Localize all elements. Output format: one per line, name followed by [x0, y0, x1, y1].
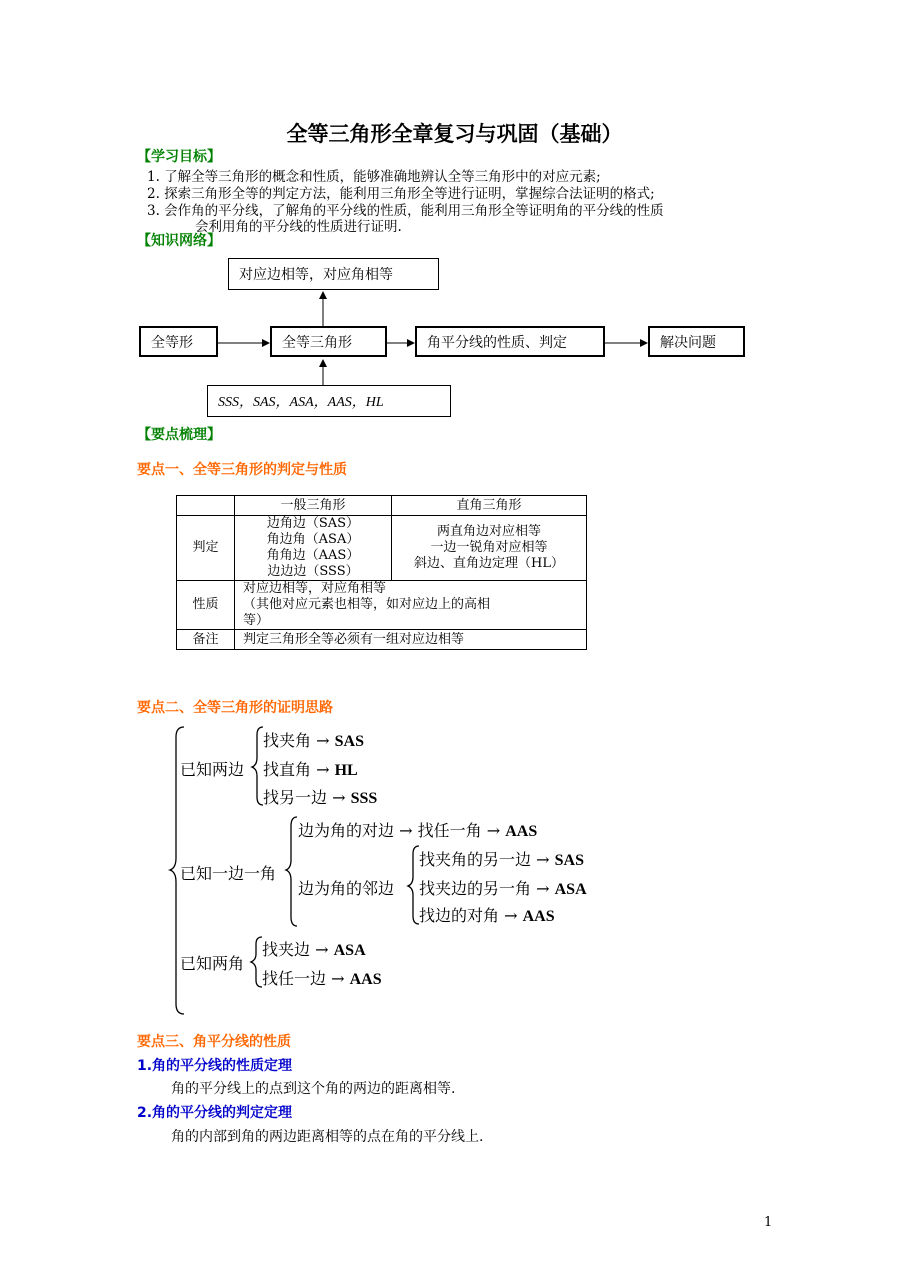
page-number: 1: [764, 1215, 773, 1230]
logic-aas: AAS: [522, 908, 555, 925]
logic-ts1: 找夹角: [263, 731, 312, 750]
point2-heading: 要点二、全等三角形的证明思路: [137, 700, 333, 716]
criterion-asa: 角边角（ASA）: [266, 532, 360, 547]
goal-item-2: 2. 探索三角形全等的判定方法，能利用三角形全等进行证明，掌握综合法证明的格式;: [147, 186, 655, 202]
point1-heading: 要点一、全等三角形的判定与性质: [137, 462, 347, 478]
brace-two-sides: [252, 727, 263, 805]
logic-two-angles: 已知两角: [180, 954, 245, 973]
arrow-icon: →: [331, 969, 345, 988]
node-angle-bisector: 角平分线的性质、判定: [415, 326, 605, 357]
logic-sas: SAS: [554, 852, 584, 869]
logic-hl: HL: [334, 762, 358, 779]
arrow-icon: →: [504, 906, 518, 925]
logic-sa1b: 找任一角: [417, 821, 482, 840]
criterion-sas: 边角边（SAS）: [266, 516, 360, 531]
logic-ts2-row: [263, 757, 358, 780]
arrow-icon: →: [316, 731, 330, 750]
logic-asa: ASA: [333, 942, 366, 959]
arrow-icon: →: [315, 940, 329, 959]
logic-asa: ASA: [554, 881, 587, 898]
logic-sa2a: 找夹角的另一边: [419, 850, 532, 869]
logic-one-side-angle: 已知一边一角: [180, 864, 277, 883]
property-line-2: （其他对应元素也相等，如对应边上的高相: [243, 597, 491, 612]
logic-two-sides: 已知两边: [180, 760, 245, 779]
logic-sa1-row: [298, 818, 537, 841]
sub2-heading: 2.角的平分线的判定定理: [137, 1105, 293, 1121]
brace-adjacent: [408, 846, 419, 924]
goal-item-3: 3. 会作角的平分线，了解角的平分线的性质，能利用三角形全等证明角的平分线的性质: [147, 203, 664, 219]
logic-sas: SAS: [334, 733, 364, 750]
criterion-legs: 两直角边对应相等: [436, 524, 541, 539]
logic-aas: AAS: [505, 823, 538, 840]
table-row-label-remark: 备注: [177, 630, 235, 650]
point3-heading: 要点三、角平分线的性质: [137, 1034, 291, 1050]
logic-ta1-row: [262, 937, 366, 960]
logic-sa1: 边为角的对边: [298, 821, 395, 840]
logic-sa2c: 找边的对角: [419, 906, 500, 925]
logic-ta2: 找任一边: [262, 969, 327, 988]
criterion-aas: 角角边（AAS）: [266, 548, 360, 563]
table-cell-remark: 判定三角形全等必须有一组对应边相等: [235, 630, 587, 650]
logic-ta1: 找夹边: [262, 940, 311, 959]
logic-sa2c-row: [419, 903, 555, 926]
table-header-right: 直角三角形: [392, 496, 587, 516]
arrow-icon: →: [316, 760, 330, 779]
logic-sa2b: 找夹边的另一角: [419, 879, 532, 898]
criterion-side-angle: 一边一锐角对应相等: [430, 540, 548, 555]
criterion-sss: 边边边（SSS）: [267, 564, 359, 579]
sub1-heading: 1.角的平分线的性质定理: [137, 1058, 293, 1074]
goals-heading: 【学习目标】: [137, 149, 221, 165]
property-line-1: 对应边相等，对应角相等: [243, 581, 387, 596]
page-title: 全等三角形全章复习与巩固（基础）: [286, 122, 623, 146]
arrow-icon: →: [536, 879, 550, 898]
brace-one-side-angle: [286, 817, 297, 926]
property-line-3: 等）: [243, 613, 270, 628]
brace-two-angles: [251, 937, 262, 987]
node-criteria: SSS，SAS，ASA，AAS，HL: [207, 385, 451, 417]
logic-ts3-row: [263, 785, 377, 808]
arrow-icon: →: [332, 788, 346, 807]
logic-ta2-row: [262, 966, 382, 989]
node-solve-problems: 解决问题: [648, 326, 745, 357]
logic-aas: AAS: [349, 971, 382, 988]
goal-item-1: 1. 了解全等三角形的概念和性质，能够准确地辨认全等三角形中的对应元素;: [147, 169, 601, 185]
goal-item-3-cont: 会利用角的平分线的性质进行证明.: [195, 219, 402, 235]
logic-sa2: 边为角的邻边: [298, 879, 395, 898]
arrow-icon: →: [536, 850, 550, 869]
network-heading: 【知识网络】: [137, 233, 221, 249]
node-congruent-figures: 全等形: [139, 326, 218, 357]
criterion-hl: 斜边、直角边定理（HL）: [414, 556, 564, 571]
sub1-text: 角的平分线上的点到这个角的两边的距离相等.: [171, 1081, 456, 1097]
node-congruent-triangles: 全等三角形: [270, 326, 387, 357]
logic-ts3: 找另一边: [263, 788, 328, 807]
sub2-text: 角的内部到角的两边距离相等的点在角的平分线上.: [171, 1129, 484, 1145]
table-row-label-criteria: 判定: [177, 516, 235, 581]
logic-ts1-row: [263, 728, 364, 751]
logic-ts2: 找直角: [263, 760, 312, 779]
logic-sa2a-row: [419, 847, 584, 870]
arrow-icon: →: [399, 821, 413, 840]
logic-sss: SSS: [350, 790, 378, 807]
arrow-icon: →: [486, 821, 501, 840]
summary-heading: 【要点梳理】: [137, 427, 221, 443]
table-header-general: 一般三角形: [235, 496, 392, 516]
table-row-label-properties: 性质: [177, 581, 235, 630]
logic-sa2b-row: [419, 876, 587, 899]
node-properties: 对应边相等，对应角相等: [228, 258, 439, 290]
